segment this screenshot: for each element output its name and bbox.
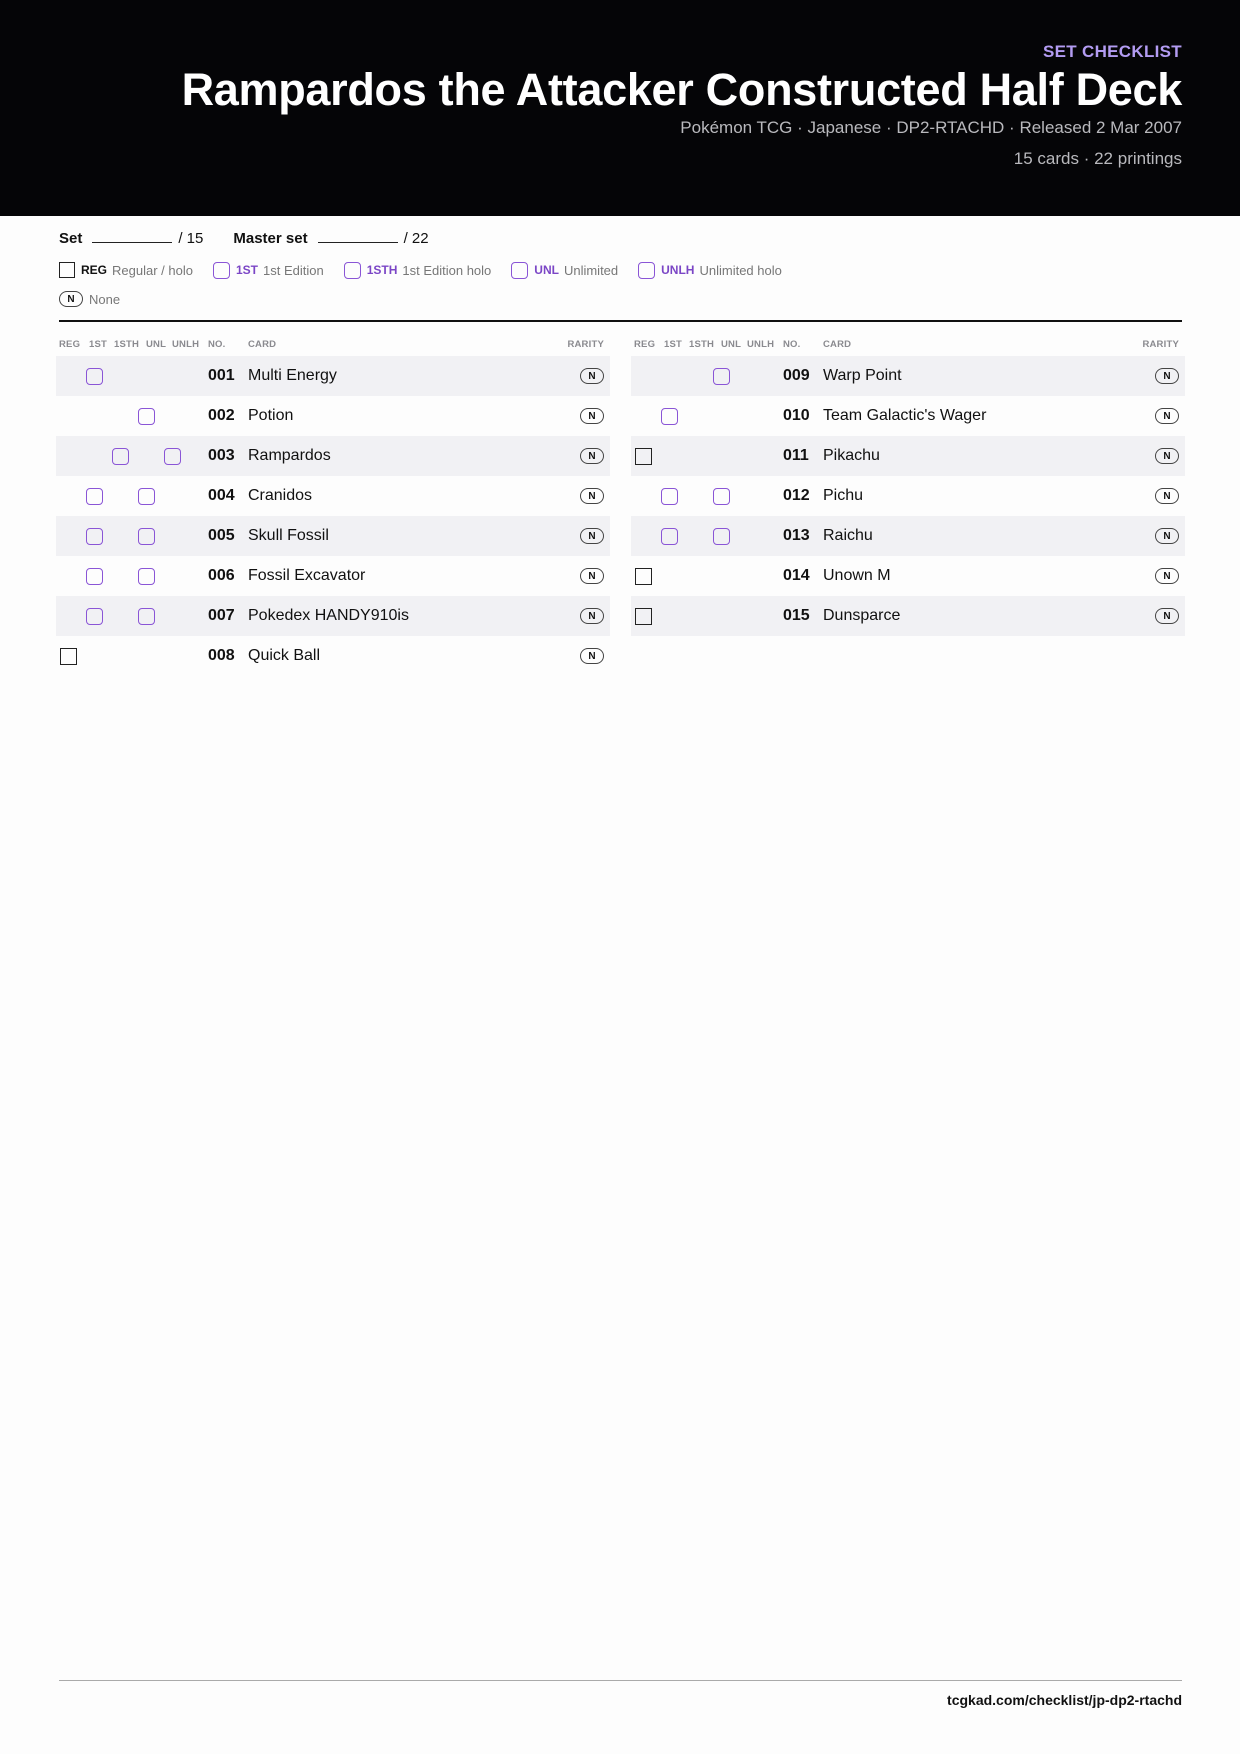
checklist-column-right <box>631 337 1185 636</box>
rarity-badge: N <box>1155 528 1179 544</box>
master-tally-blank[interactable] <box>318 229 398 243</box>
checkbox-reg[interactable] <box>60 648 77 665</box>
legend <box>59 261 1179 319</box>
legend-1st: 1ST 1st Edition <box>213 262 324 279</box>
checkbox-unl[interactable] <box>138 568 155 585</box>
set-tally-total: / 15 <box>178 230 204 247</box>
card-number: 003 <box>208 447 235 464</box>
checkbox-1st[interactable] <box>86 488 103 505</box>
checkbox-unl[interactable] <box>138 488 155 505</box>
card-name: Warp Point <box>823 367 902 384</box>
checkbox-1st[interactable] <box>86 368 103 385</box>
checkbox-unl[interactable] <box>138 608 155 625</box>
card-row <box>631 436 1185 476</box>
card-row <box>631 476 1185 516</box>
card-rows <box>631 356 1185 636</box>
card-number: 002 <box>208 407 235 424</box>
card-name: Pikachu <box>823 447 880 464</box>
checkbox-unl[interactable] <box>138 408 155 425</box>
card-number: 013 <box>783 527 810 544</box>
divider <box>59 320 1182 322</box>
card-row <box>56 556 610 596</box>
card-name: Unown M <box>823 567 891 584</box>
rarity-badge: N <box>1155 448 1179 464</box>
card-number: 001 <box>208 367 235 384</box>
card-name: Potion <box>248 407 294 424</box>
page-header <box>0 0 1240 216</box>
card-name: Skull Fossil <box>248 527 329 544</box>
rarity-badge: N <box>1155 608 1179 624</box>
checkbox-1st[interactable] <box>86 568 103 585</box>
card-row <box>56 636 610 676</box>
set-tally-blank[interactable] <box>92 229 172 243</box>
rarity-badge: N <box>580 488 604 504</box>
checkbox-1st[interactable] <box>661 488 678 505</box>
footer-divider <box>59 1680 1182 1681</box>
card-row <box>631 356 1185 396</box>
card-name: Team Galactic's Wager <box>823 407 987 424</box>
card-name: Fossil Excavator <box>248 567 366 584</box>
card-row <box>56 436 610 476</box>
column-header: REG 1ST 1STH UNL UNLH NO. CARD RARITY <box>634 339 1179 350</box>
rarity-badge: N <box>580 528 604 544</box>
checkbox-1st[interactable] <box>86 608 103 625</box>
card-row <box>56 396 610 436</box>
checkbox-reg[interactable] <box>635 448 652 465</box>
rounded-checkbox-icon <box>511 262 528 279</box>
card-number: 004 <box>208 487 235 504</box>
square-checkbox-icon <box>59 262 75 278</box>
card-name: Raichu <box>823 527 873 544</box>
card-row <box>631 516 1185 556</box>
legend-reg: REG Regular / holo <box>59 262 193 278</box>
set-meta: Pokémon TCG · Japanese · DP2-RTACHD · Released 2 Mar 2007 <box>680 118 1182 137</box>
checkbox-reg[interactable] <box>635 608 652 625</box>
rarity-badge: N <box>1155 488 1179 504</box>
card-number: 009 <box>783 367 810 384</box>
rarity-badge: N <box>580 648 604 664</box>
eyebrow-label: SET CHECKLIST <box>1043 42 1182 61</box>
card-row <box>631 396 1185 436</box>
tally-line <box>59 229 429 247</box>
page-title: Rampardos the Attacker Constructed Half Deck <box>181 64 1182 115</box>
master-tally-label: Master set <box>233 230 308 247</box>
legend-unlh: UNLH Unlimited holo <box>638 262 782 279</box>
card-row <box>56 476 610 516</box>
card-rows <box>56 356 610 676</box>
legend-1sth: 1STH 1st Edition holo <box>344 262 492 279</box>
checkbox-1st[interactable] <box>661 408 678 425</box>
card-name: Pokedex HANDY910is <box>248 607 409 624</box>
checkbox-unl[interactable] <box>713 488 730 505</box>
checklist-column-left <box>56 337 610 676</box>
card-name: Dunsparce <box>823 607 901 624</box>
rarity-badge: N <box>580 448 604 464</box>
card-number: 015 <box>783 607 810 624</box>
legend-none: N None <box>59 291 120 307</box>
checkbox-1sth[interactable] <box>112 448 129 465</box>
set-tally-label: Set <box>59 230 83 247</box>
footer-url[interactable]: tcgkad.com/checklist/jp-dp2-rtachd <box>947 1692 1182 1708</box>
card-row <box>631 556 1185 596</box>
card-number: 008 <box>208 647 235 664</box>
rarity-badge: N <box>1155 568 1179 584</box>
set-counts: 15 cards · 22 printings <box>1013 149 1182 168</box>
column-header: REG 1ST 1STH UNL UNLH NO. CARD RARITY <box>59 339 604 350</box>
rounded-checkbox-icon <box>213 262 230 279</box>
card-row <box>56 516 610 556</box>
checkbox-unl[interactable] <box>138 528 155 545</box>
card-number: 012 <box>783 487 810 504</box>
rounded-checkbox-icon <box>344 262 361 279</box>
rarity-badge: N <box>580 368 604 384</box>
rarity-badge: N <box>580 568 604 584</box>
card-row <box>631 596 1185 636</box>
rarity-badge: N <box>1155 368 1179 384</box>
card-number: 006 <box>208 567 235 584</box>
checkbox-unlh[interactable] <box>164 448 181 465</box>
checkbox-1st[interactable] <box>661 528 678 545</box>
rarity-badge: N <box>580 608 604 624</box>
card-name: Rampardos <box>248 447 331 464</box>
master-tally-total: / 22 <box>403 230 429 247</box>
card-name: Cranidos <box>248 487 313 504</box>
checkbox-reg[interactable] <box>635 568 652 585</box>
card-number: 007 <box>208 607 235 624</box>
card-name: Multi Energy <box>248 367 337 384</box>
card-number: 014 <box>783 567 810 584</box>
checkbox-unl[interactable] <box>713 368 730 385</box>
card-name: Pichu <box>823 487 864 504</box>
legend-unl: UNL Unlimited <box>511 262 618 279</box>
rounded-checkbox-icon <box>638 262 655 279</box>
card-row <box>56 356 610 396</box>
card-name: Quick Ball <box>248 647 321 664</box>
rarity-badge: N <box>580 408 604 424</box>
rarity-badge: N <box>59 291 83 307</box>
card-number: 010 <box>783 407 810 424</box>
card-number: 005 <box>208 527 235 544</box>
card-number: 011 <box>783 447 809 464</box>
checkbox-unl[interactable] <box>713 528 730 545</box>
card-row <box>56 596 610 636</box>
rarity-badge: N <box>1155 408 1179 424</box>
checkbox-1st[interactable] <box>86 528 103 545</box>
